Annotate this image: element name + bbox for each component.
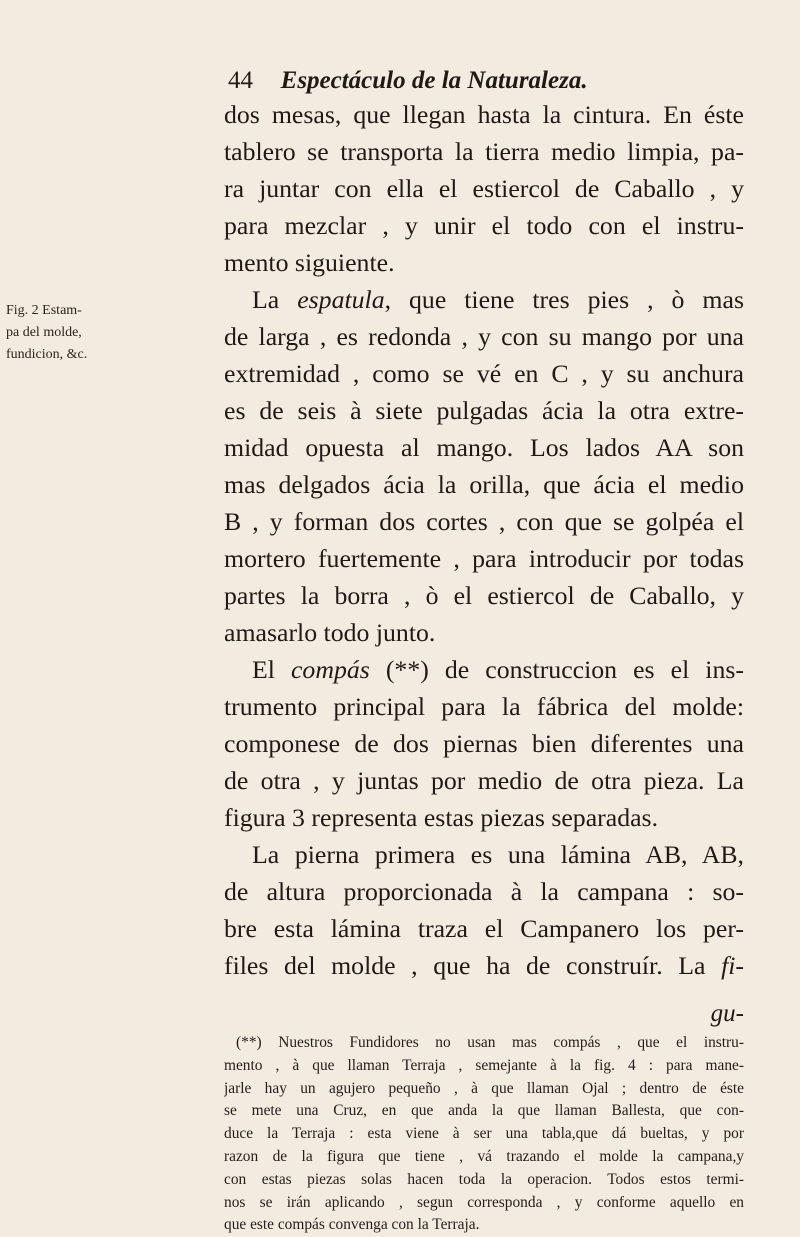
footnote-line: jarle hay un agujero pequeño , à que llaman Ojal ; dentro de éste: [224, 1079, 744, 1097]
body-line-espatula: [224, 281, 744, 318]
footnote-line: razon de la figura que tiene , vá trazando el molde la campana,y: [224, 1147, 744, 1165]
body-line-last: [224, 947, 744, 984]
margin-note-line: fundicion, &c.: [6, 347, 88, 362]
body-segment: files del molde , que ha de construír. La: [224, 951, 722, 980]
body-segment: La: [252, 285, 298, 314]
body-line: es de seis à siete pulgadas ácia la otra extre-: [224, 396, 744, 425]
body-line: componese de dos piernas bien diferentes una: [224, 729, 744, 758]
body-line: de otra , y juntas por medio de otra pieza. La: [224, 766, 744, 795]
body-line: trumento principal para la fábrica del molde:: [224, 692, 744, 721]
term-espatula: espatula: [297, 285, 385, 314]
footnote-line: que este compás convenga con la Terraja.: [224, 1216, 480, 1234]
body-line: de altura proporcionada à la campana : so-: [224, 877, 744, 906]
term-compas: compás: [290, 655, 370, 684]
body-line: amasarlo todo junto.: [224, 618, 436, 647]
body-line: midad opuesta al mango. Los lados AA son: [224, 433, 744, 462]
footnote-line: (**) Nuestros Fundidores no usan mas compás , que el instru-: [236, 1034, 744, 1051]
footnote: [224, 1032, 744, 1237]
body-line: figura 3 representa estas piezas separadas.: [224, 803, 659, 832]
body-text: [224, 96, 744, 984]
running-title: Espectáculo de la Naturaleza.: [280, 67, 588, 94]
body-line-compas: [224, 651, 744, 688]
footnote-line: se mete una Cruz, en que anda la que llaman Ballesta, que con-: [224, 1102, 744, 1120]
body-segment: (**) de construccion es el ins-: [369, 655, 744, 684]
body-line: B , y forman dos cortes , con que se golpéa el: [224, 507, 744, 536]
body-line: mento siguiente.: [224, 248, 395, 277]
margin-note-line: Fig. 2 Estam-: [6, 303, 82, 318]
body-line: La pierna primera es una lámina AB, AB,: [252, 840, 744, 869]
body-line: mortero fuertemente , para introducir por todas: [224, 544, 744, 573]
body-segment: , que tiene tres pies , ò mas: [384, 285, 744, 314]
footnote-line: mento , à que llaman Terraja , semejante à la fig. 4 : para mane-: [224, 1056, 744, 1074]
margin-note: [6, 300, 178, 366]
footnote-line: duce la Terraja : esta viene à ser una tabla,que dá bueltas, y por: [224, 1125, 744, 1143]
body-line: dos mesas, que llegan hasta la cintura. En éste: [224, 100, 744, 129]
body-line: mas delgados ácia la orilla, que ácia el medio: [224, 470, 744, 499]
body-line: extremidad , como se vé en C , y su anchura: [224, 359, 744, 388]
body-line: para mezclar , y unir el todo con el instru-: [224, 211, 744, 240]
body-line: ra juntar con ella el estiercol de Caballo , y: [224, 174, 744, 203]
footnote-line: nos se irán aplicando , segun corresponda , y conforme aquello en: [224, 1193, 744, 1211]
body-line: bre esta lámina traza el Campanero los per-: [224, 914, 744, 943]
body-segment-italic: fi-: [721, 951, 744, 980]
footnote-line: con estas piezas solas hacen toda la operacion. Todos estos termi-: [224, 1170, 744, 1188]
margin-note-line: pa del molde,: [6, 325, 82, 340]
body-segment: El: [252, 655, 291, 684]
page-number: 44: [228, 67, 253, 94]
running-head: [228, 66, 748, 100]
catchword: gu-: [710, 1000, 744, 1027]
body-line: de larga , es redonda , y con su mango por una: [224, 322, 744, 351]
body-line: tablero se transporta la tierra medio limpia, pa-: [224, 137, 744, 166]
body-line: partes la borra , ò el estiercol de Caballo, y: [224, 581, 744, 610]
